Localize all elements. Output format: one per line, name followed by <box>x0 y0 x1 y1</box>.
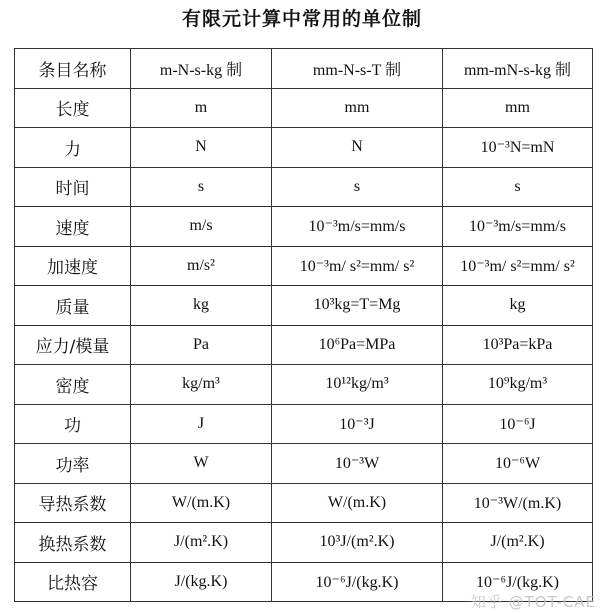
row-label: 质量 <box>15 286 131 326</box>
table-cell: 10⁻⁶J <box>443 404 593 444</box>
row-label: 功率 <box>15 444 131 484</box>
header-item-name: 条目名称 <box>15 49 131 89</box>
table-cell: 10⁻³N=mN <box>443 128 593 168</box>
unit-system-table <box>14 48 593 602</box>
row-label: 应力/模量 <box>15 325 131 365</box>
table-cell: 10⁹kg/m³ <box>443 365 593 405</box>
table-cell: 10⁻³W/(m.K) <box>443 483 593 523</box>
header-mm-t-system: mm-N-s-T 制 <box>272 49 443 89</box>
table-cell: J/(m².K) <box>131 523 272 563</box>
row-label: 速度 <box>15 207 131 247</box>
table-cell: N <box>131 128 272 168</box>
table-cell: W/(m.K) <box>272 483 443 523</box>
table-cell: N <box>272 128 443 168</box>
table-row <box>15 167 593 207</box>
table-cell: 10⁻³m/s=mm/s <box>443 207 593 247</box>
table-cell: 10¹²kg/m³ <box>272 365 443 405</box>
table-row <box>15 444 593 484</box>
table-cell: m/s <box>131 207 272 247</box>
row-label: 换热系数 <box>15 523 131 563</box>
table-cell: Pa <box>131 325 272 365</box>
table-row <box>15 404 593 444</box>
watermark: 知乎 @TOT-CAE <box>470 593 596 611</box>
table-cell: 10⁻³m/ s²=mm/ s² <box>272 246 443 286</box>
table-cell: J <box>131 404 272 444</box>
row-label: 长度 <box>15 88 131 128</box>
table-cell: 10³kg=T=Mg <box>272 286 443 326</box>
row-label: 加速度 <box>15 246 131 286</box>
table-cell: mm <box>443 88 593 128</box>
table-cell: J/(m².K) <box>443 523 593 563</box>
table-header-row <box>15 49 593 89</box>
table-row <box>15 325 593 365</box>
header-si-system: m-N-s-kg 制 <box>131 49 272 89</box>
table-row <box>15 88 593 128</box>
table-cell: J/(kg.K) <box>131 562 272 602</box>
table-row <box>15 286 593 326</box>
row-label: 时间 <box>15 167 131 207</box>
row-label: 功 <box>15 404 131 444</box>
table-row <box>15 365 593 405</box>
table-cell: W/(m.K) <box>131 483 272 523</box>
table-cell: mm <box>272 88 443 128</box>
table-cell: kg <box>131 286 272 326</box>
table-cell: W <box>131 444 272 484</box>
table-cell: kg/m³ <box>131 365 272 405</box>
row-label: 比热容 <box>15 562 131 602</box>
header-mm-mn-system: mm-mN-s-kg 制 <box>443 49 593 89</box>
table-row <box>15 128 593 168</box>
table-cell: kg <box>443 286 593 326</box>
table-cell: s <box>272 167 443 207</box>
table-cell: 10³Pa=kPa <box>443 325 593 365</box>
table-row <box>15 483 593 523</box>
table-cell: 10⁶Pa=MPa <box>272 325 443 365</box>
table-cell: 10⁻³m/ s²=mm/ s² <box>443 246 593 286</box>
table-cell: m/s² <box>131 246 272 286</box>
table-cell: m <box>131 88 272 128</box>
table-cell: 10⁻³W <box>272 444 443 484</box>
table-cell: s <box>131 167 272 207</box>
table-cell: 10⁻³m/s=mm/s <box>272 207 443 247</box>
table-cell: 10⁻⁶J/(kg.K) <box>272 562 443 602</box>
table-row <box>15 246 593 286</box>
table-row <box>15 207 593 247</box>
row-label: 密度 <box>15 365 131 405</box>
table-row <box>15 523 593 563</box>
table-cell: 10⁻⁶W <box>443 444 593 484</box>
table-cell: 10⁻³J <box>272 404 443 444</box>
row-label: 力 <box>15 128 131 168</box>
table-cell: 10⁻⁶J/(kg.K) <box>443 562 593 602</box>
table-cell: s <box>443 167 593 207</box>
row-label: 导热系数 <box>15 483 131 523</box>
page-title: 有限元计算中常用的单位制 <box>181 8 422 30</box>
table-cell: 10³J/(m².K) <box>272 523 443 563</box>
